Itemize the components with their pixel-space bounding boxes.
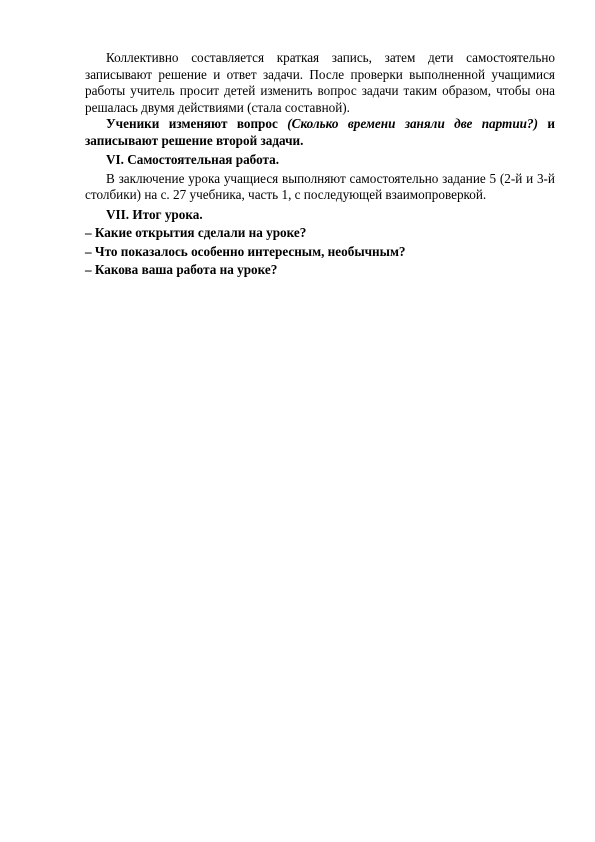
paragraph-students-change-question-start: Ученики изменяют вопрос: [106, 116, 288, 131]
paragraph-collective-record: Коллективно составляется краткая запись, затем дети самостоятельно записывают решение и ответ задачи. После проверки выполненной учащимися работы учитель просит детей изменить вопрос задачи таким образом, чтобы она решалась двумя действиями (стала составной).: [85, 50, 555, 115]
summary-question: – Что показалось особенно интересным, необычным?: [85, 243, 406, 259]
paragraph-students-change-question: [85, 116, 555, 149]
document-content: [85, 50, 555, 279]
paragraph-conclusion-task: В заключение урока учащиеся выполняют самостоятельно задание 5 (2-й и 3-й столбики) на с. 27 учебника, часть 1, с последующей взаимопроверкой.: [85, 170, 555, 202]
section-heading-independent-work: VI. Самостоятельная работа.: [106, 152, 280, 167]
summary-question: – Какие открытия сделали на уроке?: [85, 225, 307, 240]
paragraph-students-change-question-italic: (Сколько времени заняли две партии?): [287, 116, 538, 131]
section-heading-lesson-summary: VII. Итог урока.: [106, 206, 203, 222]
summary-question: – Какова ваша работа на уроке?: [85, 262, 278, 277]
paragraph-students-change-question-end: и записывают решение второй задачи.: [85, 116, 555, 148]
